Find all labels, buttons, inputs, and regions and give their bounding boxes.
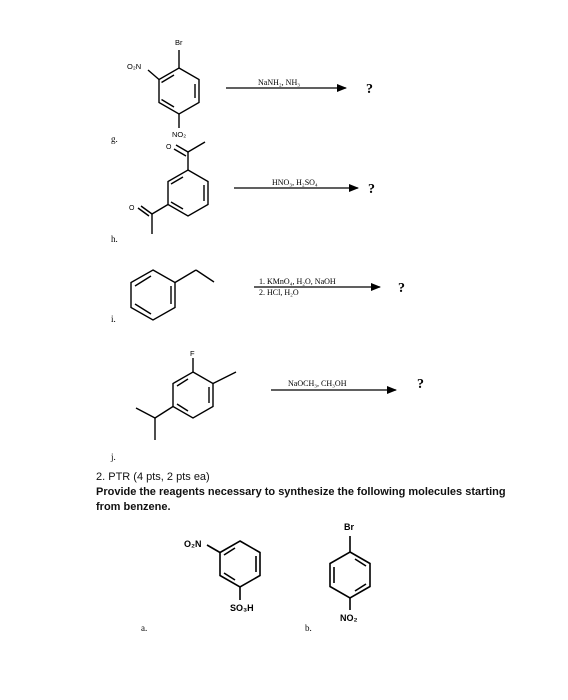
reaction-i (111, 270, 405, 324)
substituent-no2-g: NO₂ (172, 130, 187, 139)
molecule-i-ethylbenzene (131, 270, 214, 320)
target-a (141, 539, 260, 633)
product-g: ? (366, 82, 373, 97)
label-h: h. (111, 234, 118, 244)
question-2-instruction: Provide the reagents necessary to synthesize the following molecules starting from benzene. (96, 486, 506, 513)
substituent-br-b: Br (344, 522, 355, 532)
reaction-j (110, 349, 424, 462)
label-b: b. (305, 623, 312, 633)
product-h: ? (368, 182, 375, 197)
product-i: ? (398, 281, 405, 296)
reagent-g: NaNH₂, NH₃ (258, 78, 301, 87)
molecule-b-bromonitrobenzene (330, 536, 370, 610)
reaction-h (111, 142, 375, 244)
substituent-carbonyl-o-h-upper: O (166, 144, 172, 151)
question-2-block (96, 470, 526, 515)
reagent-i-step2: 2. HCl, H₂O (259, 288, 299, 297)
label-a: a. (141, 623, 148, 633)
label-i: i. (111, 314, 116, 324)
molecule-h-diacetylbenzene (138, 142, 208, 234)
substituent-so3h-a: SO₃H (230, 603, 254, 613)
product-j: ? (417, 377, 424, 392)
label-j: j. (111, 452, 116, 462)
reagent-h: HNO₃, H₂SO₄ (272, 178, 318, 187)
reaction-g (111, 38, 373, 144)
substituent-o2n-g: O₂N (127, 62, 142, 71)
label-g: g. (111, 134, 118, 144)
target-b (305, 522, 370, 633)
question-2-heading: 2. PTR (4 pts, 2 pts ea) (96, 471, 210, 483)
substituent-br-g: Br (175, 38, 183, 47)
substituent-f-j: F (190, 349, 195, 358)
substituent-carbonyl-o-h-lower: O (129, 205, 135, 212)
molecule-g-bromo-dinitrobenzene (148, 50, 199, 128)
molecule-j-fluoro-isopropyl-toluene (136, 358, 236, 440)
substituent-no2-b: NO₂ (340, 613, 358, 623)
reagent-i-step1: 1. KMnO₄, H₂O, NaOH (259, 277, 336, 286)
reagent-j: NaOCH₃, CH₃OH (288, 379, 347, 388)
molecule-a-nitrobenzenesulfonic-acid (207, 541, 260, 600)
substituent-o2n-a: O₂N (184, 539, 202, 549)
